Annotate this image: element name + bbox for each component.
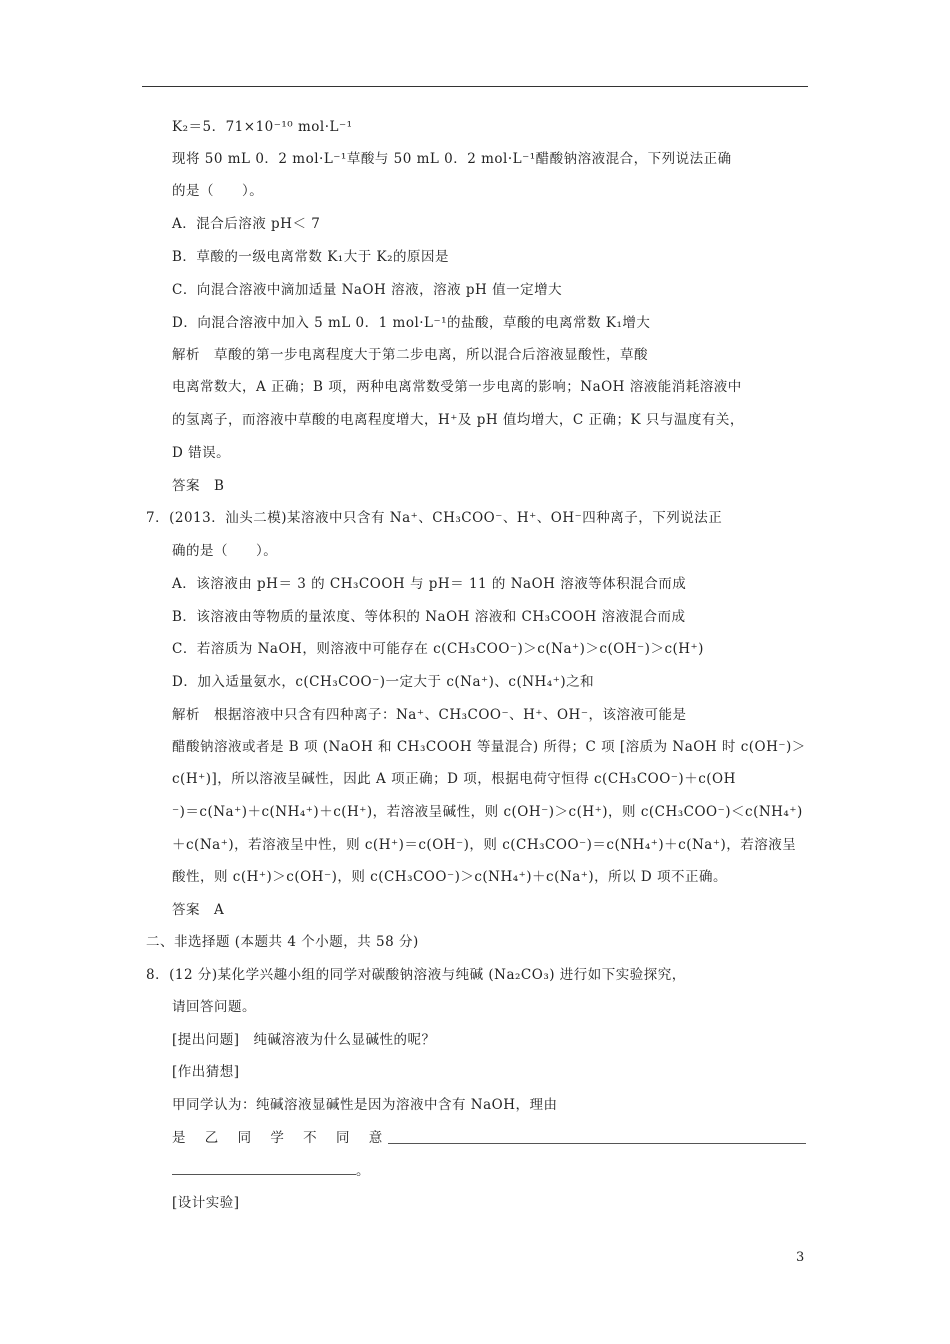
text-line: K₂＝5．71×10⁻¹⁰ mol·L⁻¹ [172, 119, 353, 135]
text-line: ⁻)＝c(Na⁺)＋c(NH₄⁺)＋c(H⁺)，若溶液呈碱性，则 c(OH⁻)＞c(H⁺)，则 c(CH₃COO⁻)＜c(NH₄⁺) [172, 804, 803, 820]
option-d: D．加入适量氨水，c(CH₃COO⁻)一定大于 c(Na⁺)、c(NH₄⁺)之和 [172, 674, 595, 690]
header-rule [142, 86, 808, 87]
text-line: c(H⁺)]，所以溶液呈碱性，因此 A 项正确；D 项，根据电荷守恒得 c(CH₃COO⁻)＋c(OH [172, 771, 736, 787]
text-line: [设计实验] [172, 1195, 240, 1211]
text-line: [作出猜想] [172, 1064, 240, 1080]
text-line: 的是（ ）。 [172, 183, 264, 199]
text-line: 电离常数大，A 正确；B 项，两种电离常数受第一步电离的影响；NaOH 溶液能消耗溶液中 [172, 379, 742, 395]
text-line: ＋c(Na⁺)，若溶液呈中性，则 c(H⁺)＝c(OH⁻)，则 c(CH₃COO⁻)＝c(NH₄⁺)＋c(Na⁺)，若溶液呈 [172, 837, 797, 853]
text-line: D 错误。 [172, 445, 231, 461]
text-line: 的氢离子，而溶液中草酸的电离程度增大，H⁺及 pH 值均增大，C 正确；K 只与温度有关， [172, 412, 744, 428]
text-line: [提出问题] 纯碱溶液为什么显碱性的呢？ [172, 1032, 436, 1048]
text-line: 请回答问题。 [172, 999, 256, 1015]
option-a: A．该溶液由 pH＝ 3 的 CH₃COOH 与 pH＝ 11 的 NaOH 溶液等体积混合而成 [172, 576, 687, 592]
text-line: 现将 50 mL 0．2 mol·L⁻¹草酸与 50 mL 0．2 mol·L⁻¹醋酸钠溶液混合，下列说法正确 [172, 151, 732, 167]
question-8: 8．(12 分)某化学兴趣小组的同学对碳酸钠溶液与纯碱 (Na₂CO₃) 进行如下实验探究， [146, 967, 686, 983]
text-line: 是 乙 同 学 不 同 意 [172, 1130, 383, 1146]
answer-blank [172, 1162, 356, 1175]
question-7: 7．(2013．汕头二模)某溶液中只含有 Na⁺、CH₃COO⁻、H⁺、OH⁻四种离子，下列说法正 [146, 510, 723, 526]
text-line: 酸性，则 c(H⁺)＞c(OH⁻)，则 c(CH₃COO⁻)＞c(NH₄⁺)＋c(Na⁺)，所以 D 项不正确。 [172, 869, 728, 885]
section-heading: 二、非选择题 (本题共 4 个小题，共 58 分) [146, 934, 419, 950]
answer-blank [388, 1131, 806, 1144]
text-line: 甲同学认为：纯碱溶液显碱性是因为溶液中含有 NaOH，理由 [172, 1097, 558, 1113]
text-line: 。 [356, 1163, 370, 1179]
option-b: B．该溶液由等物质的量浓度、等体积的 NaOH 溶液和 CH₃COOH 溶液混合而成 [172, 609, 686, 625]
text-line: 解析 根据溶液中只含有四种离子：Na⁺、CH₃COO⁻、H⁺、OH⁻，该溶液可能是 [172, 707, 687, 723]
text-line: 确的是（ ）。 [172, 543, 278, 559]
text-line: B．草酸的一级电离常数 K₁大于 K₂的原因是 [172, 249, 449, 265]
text-line: D．向混合溶液中加入 5 mL 0．1 mol·L⁻¹的盐酸，草酸的电离常数 K₁增大 [172, 315, 651, 331]
page-number: 3 [796, 1250, 805, 1265]
text-line: 答案 B [172, 478, 225, 494]
text-line: C．向混合溶液中滴加适量 NaOH 溶液，溶液 pH 值一定增大 [172, 282, 563, 298]
text-line: A．混合后溶液 pH＜ 7 [172, 216, 321, 232]
option-c: C．若溶质为 NaOH，则溶液中可能存在 c(CH₃COO⁻)＞c(Na⁺)＞c(OH⁻)＞c(H⁺) [172, 641, 704, 657]
text-line: 答案 A [172, 902, 225, 918]
text-line: 醋酸钠溶液或者是 B 项 (NaOH 和 CH₃COOH 等量混合) 所得；C 项 [溶质为 NaOH 时 c(OH⁻)＞ [172, 739, 806, 755]
text-line: 解析 草酸的第一步电离程度大于第二步电离，所以混合后溶液显酸性，草酸 [172, 347, 648, 363]
